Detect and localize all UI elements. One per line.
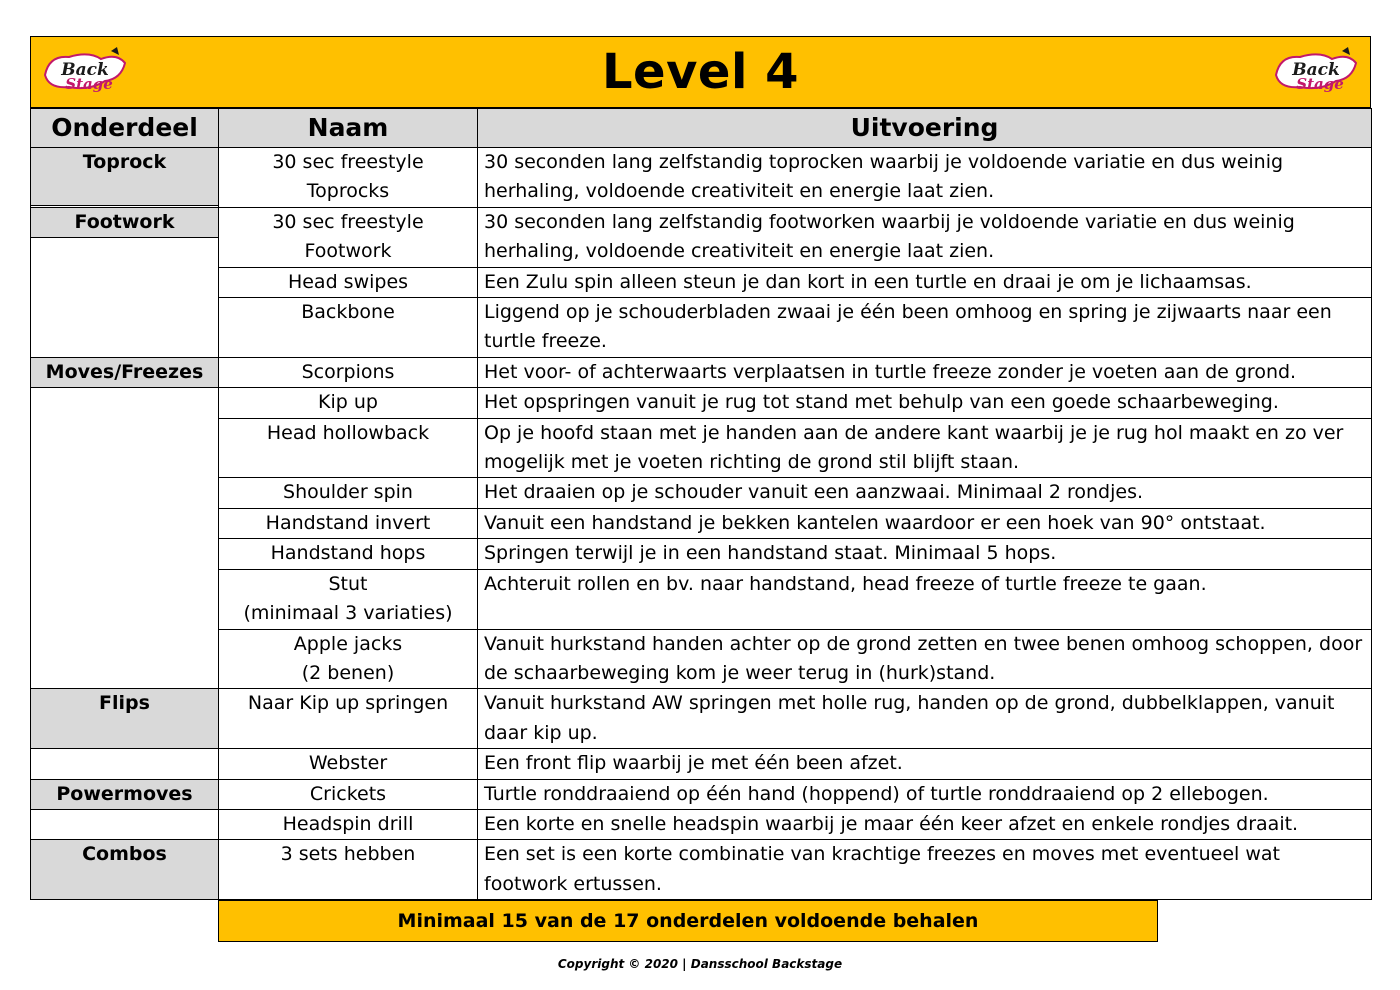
uitvoering-text: 30 seconden lang zelfstandig toprocken waarbij je voldoende variatie en dus weinig bbox=[484, 151, 1284, 173]
uitvoering-cell: Een front flip waarbij je met één been afzet. bbox=[478, 749, 1372, 779]
naam-cell: Headspin drill bbox=[219, 809, 478, 839]
uitvoering-cell: Vanuit hurkstand handen achter op de grond zetten en twee benen omhoog schoppen, door de schaarbeweging kom je weer terug in (hurk)stand. bbox=[478, 629, 1372, 689]
naam-subtext: (2 benen) bbox=[301, 661, 395, 684]
naam-cell: Scorpions bbox=[219, 357, 478, 387]
category-cell bbox=[31, 238, 219, 358]
naam-cell: 3 sets hebben bbox=[219, 840, 478, 900]
naam-cell: Naar Kip up springen bbox=[219, 689, 478, 749]
naam-text: Footwork bbox=[304, 240, 392, 263]
title-bar bbox=[30, 36, 1371, 108]
naam-cell: Handstand hops bbox=[219, 539, 478, 569]
table-row bbox=[31, 207, 1372, 237]
naam-cell: Backbone bbox=[219, 298, 478, 358]
category-cell: Toprock bbox=[31, 148, 219, 206]
naam-cell bbox=[219, 569, 478, 629]
header-uitvoering: Uitvoering bbox=[478, 109, 1372, 148]
category-cell: Flips bbox=[31, 689, 219, 749]
table-row bbox=[31, 539, 1372, 569]
table-row bbox=[31, 298, 1372, 358]
category-cell bbox=[31, 809, 219, 839]
uitvoering-cell: Het voor- of achterwaarts verplaatsen in turtle freeze zonder je voeten aan de grond. bbox=[478, 357, 1372, 387]
naam-cell bbox=[219, 148, 478, 208]
uitvoering-cell bbox=[478, 207, 1372, 267]
table-row bbox=[31, 267, 1372, 297]
naam-cell: Head swipes bbox=[219, 267, 478, 297]
table-row bbox=[31, 749, 1372, 779]
table-row bbox=[31, 809, 1372, 839]
naam-text: 30 sec freestyle bbox=[272, 210, 424, 233]
table-row bbox=[31, 629, 1372, 689]
table-row bbox=[31, 388, 1372, 418]
naam-cell: Head hollowback bbox=[219, 418, 478, 478]
copyright-text: Copyright © 2020 | Dansschool Backstage bbox=[557, 957, 843, 971]
table-row bbox=[31, 148, 1372, 206]
svg-text:Stage: Stage bbox=[65, 75, 113, 93]
header-naam: Naam bbox=[219, 109, 478, 148]
category-cell bbox=[31, 749, 219, 779]
uitvoering-cell: Het draaien op je schouder vanuit een aanzwaai. Minimaal 2 rondjes. bbox=[478, 478, 1372, 508]
naam-text: Stut bbox=[328, 572, 368, 595]
uitvoering-cell: Springen terwijl je in een handstand staat. Minimaal 5 hops. bbox=[478, 539, 1372, 569]
naam-cell: Webster bbox=[219, 749, 478, 779]
category-cell: Moves/Freezes bbox=[31, 357, 219, 387]
uitvoering-cell bbox=[478, 148, 1372, 208]
uitvoering-text: herhaling, voldoende creativiteit en energie laat zien. bbox=[484, 240, 995, 263]
naam-text: Toprocks bbox=[306, 180, 390, 203]
backstage-logo bbox=[1270, 45, 1362, 97]
naam-text: Apple jacks bbox=[293, 632, 403, 655]
uitvoering-cell: Vanuit hurkstand AW springen met holle rug, handen op de grond, dubbelklappen, vanuit daar kip up. bbox=[478, 689, 1372, 749]
table-row bbox=[31, 418, 1372, 478]
table-row bbox=[31, 569, 1372, 629]
naam-cell bbox=[219, 207, 478, 267]
naam-cell bbox=[219, 629, 478, 689]
svg-text:Back: Back bbox=[1292, 60, 1340, 80]
svg-text:Stage: Stage bbox=[1296, 75, 1344, 93]
naam-cell: Crickets bbox=[219, 779, 478, 809]
level-table bbox=[30, 108, 1372, 900]
svg-text:Back: Back bbox=[61, 60, 109, 80]
table-row bbox=[31, 689, 1372, 749]
uitvoering-cell: Vanuit een handstand je bekken kantelen waardoor er een hoek van 90° ontstaat. bbox=[478, 508, 1372, 538]
uitvoering-cell: Een korte en snelle headspin waarbij je maar één keer afzet en enkele rondjes draait. bbox=[478, 809, 1372, 839]
page-title: Level 4 bbox=[601, 44, 800, 100]
uitvoering-cell: Het opspringen vanuit je rug tot stand met behulp van een goede schaarbeweging. bbox=[478, 388, 1372, 418]
naam-text: 30 sec freestyle bbox=[272, 151, 424, 173]
category-cell: Powermoves bbox=[31, 779, 219, 809]
header-onderdeel: Onderdeel bbox=[31, 109, 219, 148]
uitvoering-cell: Achteruit rollen en bv. naar handstand, head freeze of turtle freeze te gaan. bbox=[478, 569, 1372, 629]
uitvoering-cell: Liggend op je schouderbladen zwaai je één been omhoog en spring je zijwaarts naar een turtle freeze. bbox=[478, 298, 1372, 358]
table-row bbox=[31, 478, 1372, 508]
level-sheet bbox=[30, 36, 1371, 900]
table-row bbox=[31, 779, 1372, 809]
uitvoering-text: 30 seconden lang zelfstandig footworken waarbij je voldoende variatie en dus weinig bbox=[484, 210, 1295, 233]
uitvoering-text: herhaling, voldoende creativiteit en energie laat zien. bbox=[484, 180, 995, 203]
uitvoering-cell: Op je hoofd staan met je handen aan de andere kant waarbij je je rug hol maakt en zo ver mogelijk met je voeten richting de grond stil blijft staan. bbox=[478, 418, 1372, 478]
category-cell: Combos bbox=[31, 840, 219, 900]
naam-cell: Shoulder spin bbox=[219, 478, 478, 508]
table-row bbox=[31, 840, 1372, 900]
naam-cell: Handstand invert bbox=[219, 508, 478, 538]
table-row bbox=[31, 508, 1372, 538]
uitvoering-cell: Turtle ronddraaiend op één hand (hoppend) of turtle ronddraaiend op 2 ellebogen. bbox=[478, 779, 1372, 809]
naam-cell: Kip up bbox=[219, 388, 478, 418]
requirement-note: Minimaal 15 van de 17 onderdelen voldoende behalen bbox=[218, 900, 1158, 942]
table-row bbox=[31, 357, 1372, 387]
category-cell: Footwork bbox=[31, 207, 219, 237]
category-cell bbox=[31, 388, 219, 689]
uitvoering-cell: Een Zulu spin alleen steun je dan kort in een turtle en draai je om je lichaamsas. bbox=[478, 267, 1372, 297]
uitvoering-cell: Een set is een korte combinatie van krachtige freezes en moves met eventueel wat footwork ertussen. bbox=[478, 840, 1372, 900]
naam-subtext: (minimaal 3 variaties) bbox=[243, 602, 453, 625]
table-header-row bbox=[31, 109, 1372, 148]
backstage-logo bbox=[39, 45, 131, 97]
